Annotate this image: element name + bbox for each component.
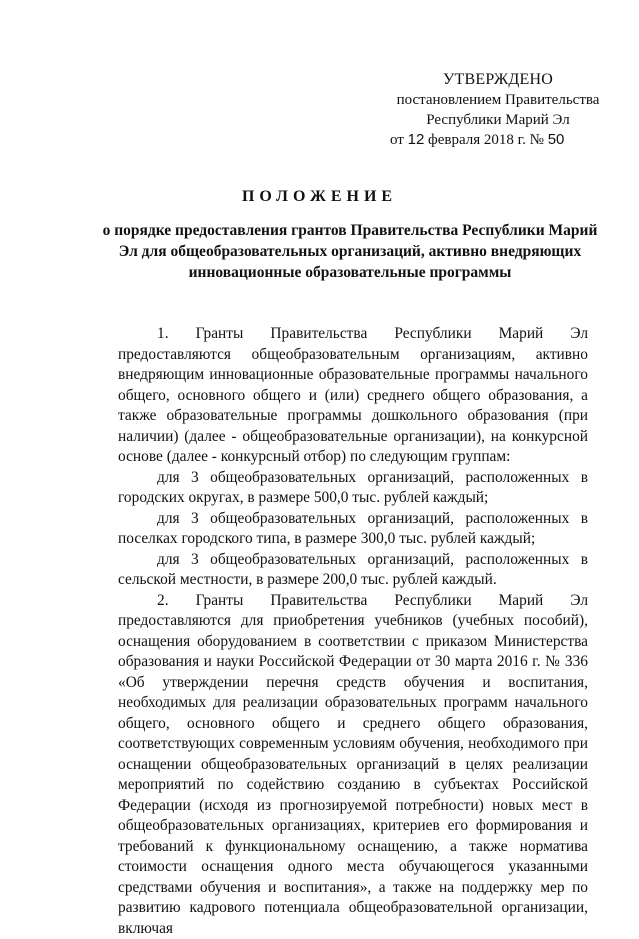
approval-block	[378, 70, 618, 150]
document-body	[118, 324, 588, 939]
approval-date-line	[378, 130, 618, 150]
approval-line-1: постановлением Правительства	[378, 90, 618, 110]
approval-stamp: УТВЕРЖДЕНО	[378, 70, 618, 90]
document-title: ПОЛОЖЕНИЕ	[0, 188, 639, 206]
document-number: 50	[548, 131, 565, 148]
document-subtitle: о порядке предоставления грантов Правительства Республики Марий Эл для общеобразовательных организаций, активно внедряющих инновационные образовательные программы	[100, 220, 600, 283]
list-item-rural: для 3 общеобразовательных организаций, расположенных в сельской местности, в размере 200,0 тыс. рублей каждый.	[118, 550, 588, 591]
date-rest: февраля 2018 г. №	[428, 132, 544, 148]
list-item-settlement: для 3 общеобразовательных организаций, расположенных в поселках городского типа, в размере 300,0 тыс. рублей каждый;	[118, 509, 588, 550]
date-prefix: от	[390, 132, 404, 148]
list-item-urban: для 3 общеобразовательных организаций, расположенных в городских округах, в размере 500,0 тыс. рублей каждый;	[118, 468, 588, 509]
paragraph-1: 1. Гранты Правительства Республики Марий Эл предоставляются общеобразовательным организациям, активно внедряющим инновационные образовательные программы начального общего, основного общего и (или) среднего общего образования, а также образовательные программы дошкольного образования (при наличии) (далее - общеобразовательные организации), на конкурсной основе (далее - конкурсный отбор) по следующим группам:	[118, 324, 588, 468]
approval-line-2: Республики Марий Эл	[378, 110, 618, 130]
paragraph-2: 2. Гранты Правительства Республики Марий Эл предоставляются для приобретения учебников (учебных пособий), оснащения оборудованием в соответствии с приказом Министерства образования и науки Российской Федерации от 30 марта 2016 г. № 336 «Об утверждении перечня средств обучения и воспитания, необходимых для реализации образовательных программ начального общего, основного общего и среднего общего образования, соответствующих современным условиям обучения, необходимого при оснащении общеобразовательных организаций в целях реализации мероприятий по содействию созданию в субъектах Российской Федерации (исходя из прогнозируемой потребности) новых мест в общеобразовательных организациях, критериев его формирования и требований к функциональному оснащению, а также норматива стоимости оснащения одного места обучающегося указанными средствами обучения и воспитания», а также на поддержку мер по развитию кадрового потенциала общеобразовательной организации, включая	[118, 591, 588, 939]
date-day: 12	[408, 131, 425, 148]
